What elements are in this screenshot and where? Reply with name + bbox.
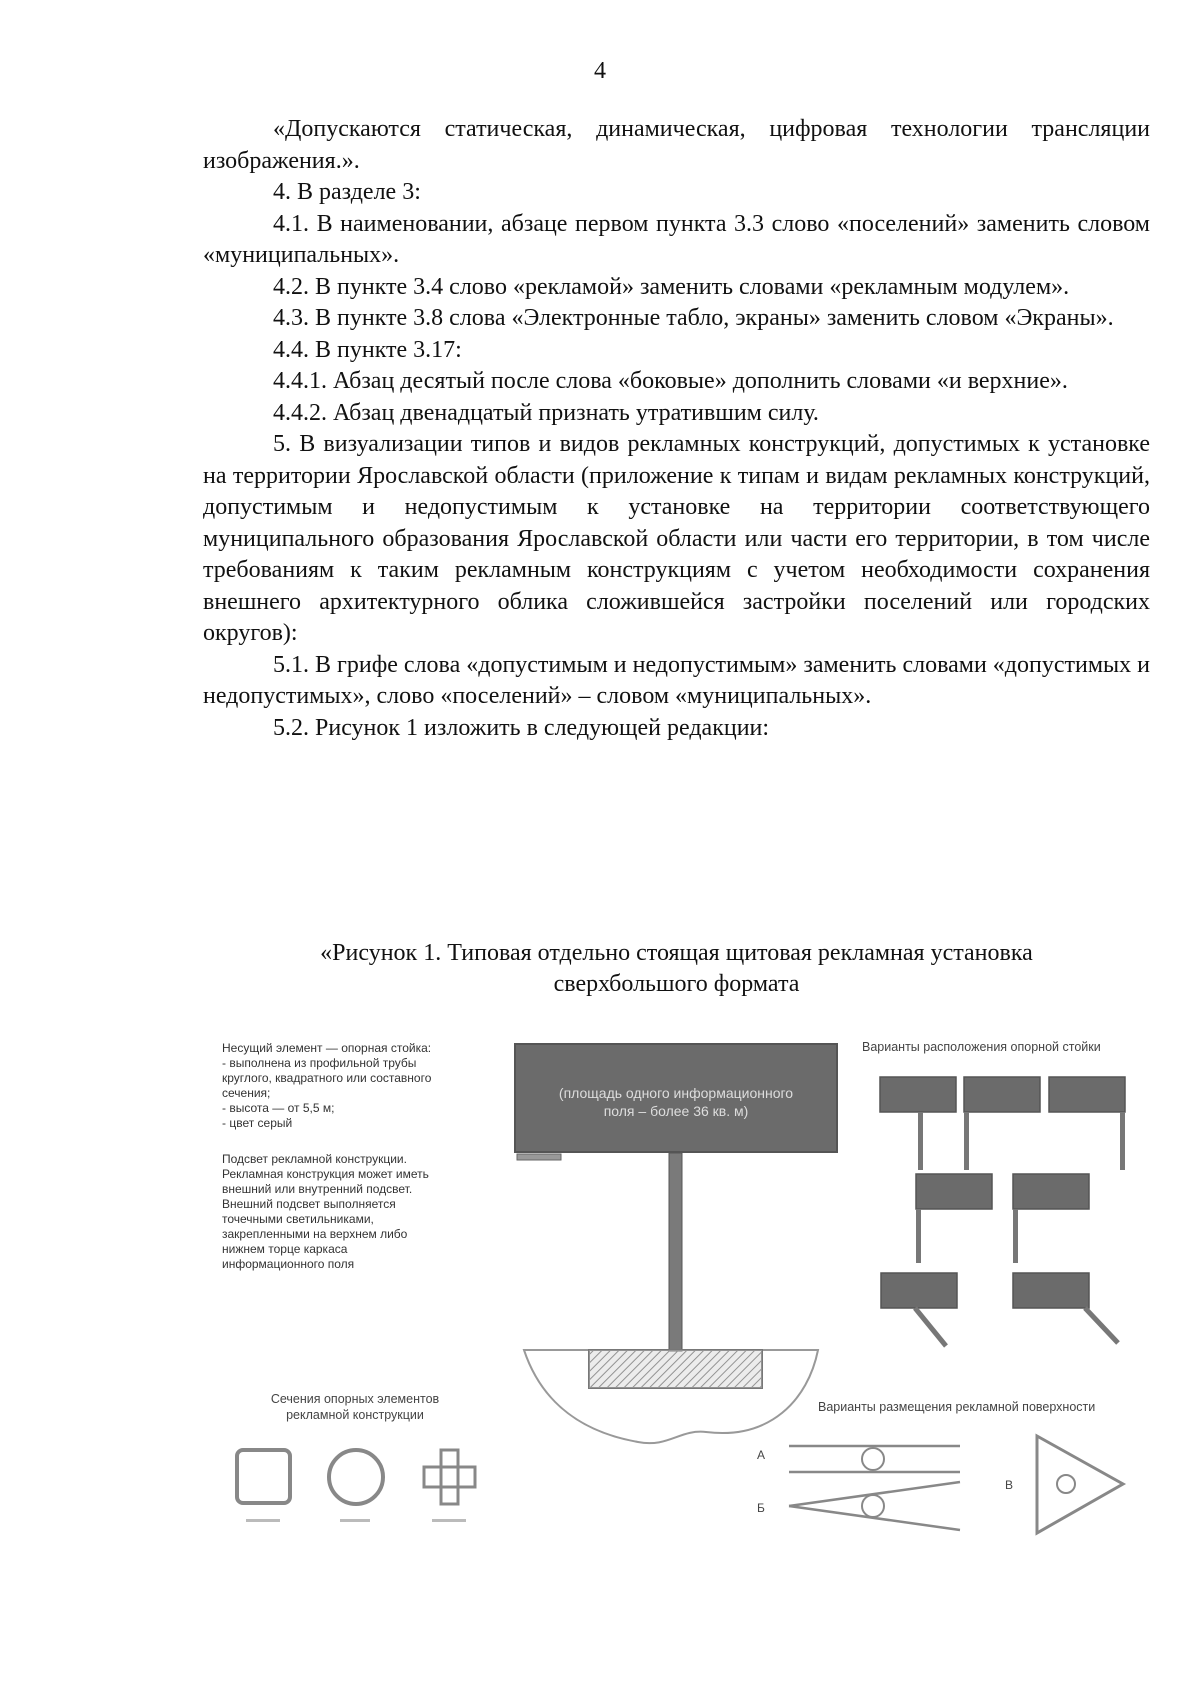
paragraph-4-4: 4.4. В пункте 3.17:: [273, 336, 462, 363]
sections-title-line-2: рекламной конструкции: [286, 1408, 424, 1422]
option-b-label: Б: [757, 1501, 765, 1515]
paragraph-4-4-2: 4.4.2. Абзац двенадцатый признать утратившим силу.: [273, 399, 819, 426]
paragraph-4-4-1: 4.4.1. Абзац десятый после слова «боковые» дополнить словами «и верхние».: [273, 368, 1068, 394]
panel-label-line-1: (площадь одного информационного: [558, 1085, 794, 1101]
sections-title-line-1: Сечения опорных элементов: [270, 1392, 440, 1406]
support-variant-6: [881, 1273, 957, 1346]
support-positions-title: Варианты расположения опорной стойки: [862, 1040, 1101, 1054]
paragraph-5-1: 5.1. В грифе слова «допустимым и недопустимым» заменить словами «допустимых и недопустимых», слово «поселений» – словом «муниципальных».: [203, 651, 1150, 709]
lighting-line-2: Рекламная конструкция может иметь: [222, 1167, 429, 1181]
paragraph-5: 5. В визуализации типов и видов рекламных конструкций, допустимых к установке на территории Ярославской области (приложение к типам и видам рекламных конструкций, допустимым и недопустимым к установке на территории соответствующего муниципального образования Ярославской области или части его территории, в том числе требованиям к таким рекламным конструкциям с учетом необходимости сохранения внешнего архитектурного облика сложившейся застройки поселений или городских округов):: [203, 431, 1150, 646]
sections-title: [210, 1391, 500, 1423]
paragraph-4-2: 4.2. В пункте 3.4 слово «рекламой» заменить словами «рекламным модулем».: [273, 273, 1070, 300]
support-title: Несущий элемент — опорная стойка:: [222, 1041, 432, 1055]
panel-area-label: [523, 1084, 829, 1120]
square-section: [237, 1450, 290, 1503]
paragraph-4-1: 4.1. В наименовании, абзаце первом пункта 3.3 слово «поселений» заменить словом «муниципальных».: [203, 210, 1150, 268]
panel-label-line-2: поля – более 36 кв. м): [603, 1103, 749, 1119]
lighting-line-7: нижнем торце каркаса: [222, 1242, 348, 1256]
support-variant-1: [880, 1077, 956, 1170]
paragraph-quote: «Допускаются статическая, динамическая, цифровая технологии трансляции изображения.».: [203, 116, 1150, 174]
lighting-line-4: Внешний подсвет выполняется: [222, 1197, 396, 1211]
support-line-4: - высота — от 5,5 м;: [222, 1101, 335, 1115]
lighting-line-6: закрепленными на верхнем либо: [222, 1227, 408, 1241]
page-number: 4: [594, 58, 606, 84]
lighting-fixture: [517, 1154, 561, 1160]
figure-caption-line-1: «Рисунок 1. Типовая отдельно стоящая щитовая рекламная установка: [320, 940, 1033, 966]
surface-variants-title: Варианты размещения рекламной поверхности: [818, 1400, 1096, 1414]
surface-variant-a: [789, 1446, 960, 1472]
option-v-label: В: [1005, 1478, 1014, 1492]
support-line-3: сечения;: [222, 1086, 271, 1100]
surface-variant-b: [789, 1482, 960, 1530]
support-line-2: круглого, квадратного или составного: [222, 1071, 432, 1085]
lighting-line-1: Подсвет рекламной конструкции.: [222, 1152, 407, 1166]
figure-caption-line-2: сверхбольшого формата: [553, 971, 800, 997]
support-variant-2: [964, 1077, 1040, 1170]
support-line-1: - выполнена из профильной трубы: [222, 1056, 417, 1070]
support-variant-4: [916, 1174, 992, 1263]
support-variant-3: [1049, 1077, 1125, 1170]
option-a-label: А: [757, 1448, 766, 1462]
support-variant-7: [1013, 1273, 1118, 1343]
paragraph-4: 4. В разделе 3:: [273, 179, 421, 205]
lighting-line-8: информационного поля: [222, 1257, 355, 1271]
support-variant-5: [1013, 1174, 1089, 1263]
support-line-5: - цвет серый: [222, 1116, 293, 1130]
round-section: [329, 1450, 383, 1504]
support-pole: [669, 1153, 682, 1351]
paragraph-4-3: 4.3. В пункте 3.8 слова «Электронные табло, экраны» заменить словом «Экраны».: [273, 305, 1114, 331]
composite-section: [424, 1450, 475, 1504]
surface-variant-v: [1037, 1436, 1123, 1533]
lighting-line-5: точечными светильниками,: [222, 1212, 374, 1226]
paragraph-5-2: 5.2. Рисунок 1 изложить в следующей редакции:: [273, 714, 770, 741]
lighting-line-3: внешний или внутренний подсвет.: [222, 1182, 413, 1196]
